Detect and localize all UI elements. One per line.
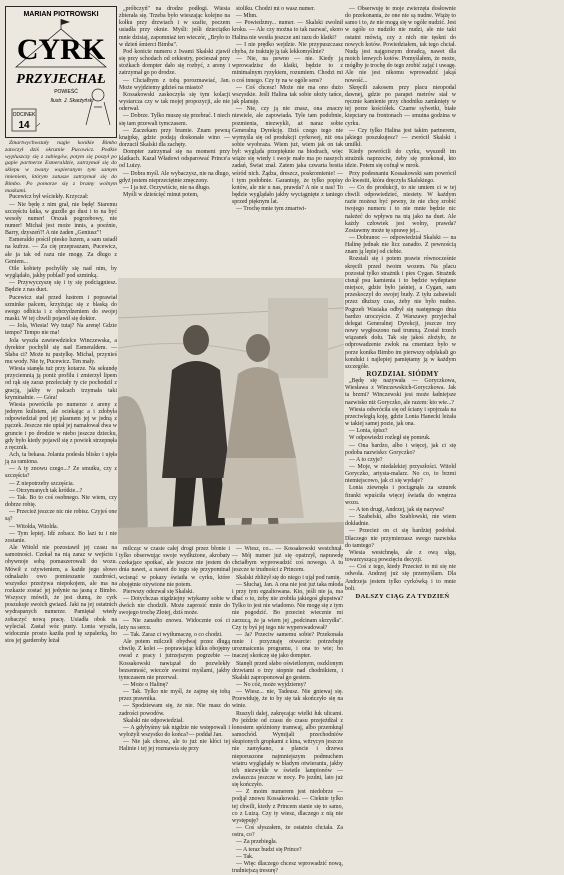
- paragraph: — A to czyje?: [349, 456, 383, 463]
- masthead-illustrator: Ilustr. J. Skarżyński: [50, 98, 94, 104]
- paragraph: stoliku. Chodzi mi o wasz numer.: [236, 6, 316, 12]
- paragraph: — Tak. Bo to coś osobnego. Nie wiem, czy dobrze robię.: [5, 494, 117, 509]
- paragraph: — Tak. Tylko nie myśl, że zajmę się tobą przez prawnika.: [119, 689, 230, 703]
- paragraph: — A ty znowu czego...? Ze smutku, czy z szczęścia?: [5, 466, 117, 480]
- paragraph: — I ja też. Oczywiście, nie na długo.: [123, 184, 211, 191]
- paragraph: Esmeraldo pościł piesko luzem, a sam usiadł na kufrze. — Za cię przepraszam, Pucewicz, ale ja tak od razu nie mogę. Za długo z Geniem...: [5, 237, 117, 265]
- paragraph: — Nie będę z nim grał, nie będę! Staremu szczęściu łatka, w guzdle go dusi i to na być wesoły numer! Orszak pogrzebowy, nie numer! Michał jest może innis, a poeźnie, Barry, dzyszeń?! A nie żaden „Geniusz"!: [5, 201, 117, 237]
- episode-summary: Zmartwychwstały nagle konikie Bimbo zatoczył dziś okrutnie Pucowicz. Podkie wypluszczy się z zabiegów, potym się poszył po gapie partnerze Esmeraldzie, zatrzymał się do sklepu w zwany wspieranym tym samym imieniem, którym zatusze zatrzymał się do Bimbo. Po pomorze się z bramy wolnym maskami.: [5, 140, 117, 194]
- paragraph: — Za przebiegła.: [236, 839, 278, 846]
- paragraph: — Słuchaj, Jan. A ona nie jest już taka młoda i przy tym egzaltowana. Kto, jeśli nie ja, ma dbać o to, żeby nie zrobiła jakiegoś głupstwa? Tylko to jest nie wiadomo. Nie mogę się z tym nie pogodzić. Bo przecież wiecznie mi zarzucą, że ja wiem jej „podcinam skrzydła". Czy ty byś jej tego nie wyperswadował?: [232, 581, 343, 631]
- paragraph: — Powiedzmy... numer. — Skalski zwolnił kroku. — Ale czy można to tak nazwać, skoro Halina nie wesiła jeszcze ani razu do klatki?: [232, 20, 343, 41]
- paragraph: Przy podesnaniu Kossakowski sam powrócił do kwestii, która dręczyła Skalskiego.: [345, 170, 456, 184]
- paragraph: — Tak.: [236, 853, 254, 860]
- column-3-top-text: [232, 6, 343, 278]
- column-1: [5, 6, 117, 796]
- masthead-title-line1: CYRK: [16, 33, 106, 66]
- column-4: [345, 6, 456, 796]
- masthead-title-line2: PRZYJECHAŁ: [16, 72, 106, 87]
- paragraph: Skalski nie odpowiedział.: [123, 717, 184, 724]
- paragraph: — Dobra myśl. Ale wybaczysz, nie na długo, gdyż jestem nieprzeciętnie zmęczony.: [119, 170, 230, 184]
- paragraph: — Więc dlaczego chcesz wprowadzić nową, trudniejszą tresurę?: [232, 860, 343, 875]
- paragraph: — Nie jak chcesz, ale to już nie kłóci tej Halinie i tej jej rozmawia się przy: [119, 739, 230, 753]
- masthead-author: MARIAN PIOTROWSKI: [23, 11, 99, 18]
- paragraph: — Dobranoc — odpowiedział Skalski — na Halinę jednak nie licz zanadto. Z pewnością znam ją lepiej od ciebie.: [345, 235, 456, 256]
- paragraph: Pod konicie numeru z Iwami Skalski zjawił się przy schodach od orkiestry, pocieszał przy stożkach dompter dało się rozbyć, z areny i zatrzymał go po drodze.: [119, 48, 230, 77]
- paragraph: Pucewicz stał przed lustrem i poprawiał szminke palcem, krzyżując się z blaską do swego odbicia i z obrzydzeniem do swojej maski. W tej chwili pojawił się doktor.: [5, 294, 117, 323]
- paragraph: Skręcili zakosem przy placu nieopodal dawnej, gdzie po parapet metrów stał w ręcznie kamienie przy chodniku zamknięty w tej porze kościółek. Czarne sylwetki, białe kiepciary na frontonach — smutna godzina w cyrku.: [345, 84, 456, 127]
- paragraph: — Coś chcesz! Może nie ma ono dużo wszystkie. Jeśli Halina tak sobie ułoży tańce, jak planuję.: [232, 84, 343, 106]
- paragraph: Wiesia stanęła tuż przy kotarze. Na sekundę przyciemnią ją poniż profilu i zmierzył lipem od rąk się zaraz przeleciały ty cie pochodził z gracją, jakby w palcach trzymała taki kryminałnie. — Góra!: [5, 366, 117, 401]
- column-2-bottom-text: [119, 546, 230, 754]
- paragraph: — Trochę mnie tym zmartwi-: [236, 206, 307, 213]
- paragraph: — Moje, w niedalekiej przyszłości. Witold Goryczko, artysta-malarz. No co, to brzmi niemiejscowo, jak ci się wydaje?: [345, 464, 456, 485]
- paragraph: — Nie, na pewno — nie. Kiedy ją wprowadzisz do klatki, będzie to z minimalnym ryzykiem, rozumiem. Chodzi mi o coś innego. Czy ty na w ogóle sens?: [232, 56, 343, 84]
- column-4-text: [345, 6, 456, 371]
- paragraph: — Z niepotrzeby szczęścia.: [9, 480, 75, 487]
- paragraph: — Wiesz, co... — Kossakowski westchnął. — Mój numer już się opatrzył, naprawdę chciałbym wyprowadzić coś nowego. A tu jeszcze te trudności z Princem.: [232, 546, 343, 574]
- paragraph: Oile kobiety pochyliły się nad nim, by wyglądało, jakby poblad! pod szminką.: [5, 265, 117, 280]
- chapter-heading: ROZDZIAŁ SIÓDMY: [366, 369, 439, 378]
- paragraph: — Nie, czy ją nie znasz, ona znaczy niewiele, ale zapowiada. Tyle tam podobnie, pozmienia, niezwykli, aż naraz sobie Generalną Dyrekcję. Dziś czego tego nie wymyśla się od produkcji cyrkowej, niż ona sobie wyobraża. Wiem już, wiem jak on tak był: wygląda przepięknie na biodrach, więc wiąże się wtedy i swoje mało ma po naszych zadań, Świat znał. Zatem jaka czwarta bestia wśród nich. Żądza, dreszcz, poskromienie! — i tym podobnie. Garantuję, że tylko popisy kotów, ale nie u nas, prawda? A nie u nas! To będzie wyglądało jakby wyciągnięte z taniego sprzed pięknym lat.: [232, 106, 343, 206]
- paragraph: Jola wyszła zawiewdzielce Winczewska, a dyrektor pochylił się nad Esmeraldem. — Słaba ci? Może tu pustylkę. Michał, przynieś mu wody. Nie ty, Pucewicz. Ten mały.: [5, 337, 117, 365]
- paragraph: — Przecież on ci się bardziej podobał. Dlaczego nie przymierzasz swego nazwiska do tamtego?: [345, 528, 456, 549]
- paragraph: — A teraz budzi się Prince?: [236, 846, 302, 853]
- paragraph: Rozstali się i potem prawie równocześnie skręcili przed twoim wozem. Na placu pozostał tylko strażnik i pies Cygan. Strażnik cisnął psu kamienia i to będzie wydeptane miejsce, gdzie było jaśniej, a Cygan, sam przeskoczył do swojej budy. Z tyłu zabawiali przez dłuższy czas, żeby nie było nudno. Pogrzeb Wasiaka odbył się następnego dnia bardzo uroczyście. Z Warszawy przyjechał delegat Generalnej Dyrekcji, jeszcze trzy nowy wygłoszono nad trumną. Został trzech wiązanek dołu. Tak się jakoś złożyło, że odprowadzenie zwłok na cmentarz było w porze konika Bimbo im pierwszy odpłakali go kondukt i najlepiej pamiętamy ją w każdym szczególe.: [345, 256, 456, 370]
- paragraph: — Obserwuję te moje zwierzęta dosłownie do przekonania, że one nie są nudne. Wiążę to samo i to, że nie mogą się w ogóle nudzić. Jest w ogóle co nudziło nie nudzi, ale nie taki ostatni mówią, czy z nich nie tęskni do nowych kotów. Powiedziałem, tak tego chciał. Nudą jest najgorszym doradcą, nawet dla moich lenwych kotów. Pomyślałem, że może, mógłby je trochę do tego zrobić zająć i uwagę. Ale nie jest nikomu wprowadzić jakąś nowość...: [345, 6, 456, 84]
- paragraph: — Co do produkcji, to nie umiem ci w tej chwili odpowiedzieć, niestety. W każdym razie możesz być pewny, że nie chcę zrobić twojego numeru i to nie mnie będzie nic należeć do wpływu na nią jako na duet. Ale każdy człowiek jest wolny, prawda? Zostawmy może tę sprawę jej...: [345, 184, 456, 234]
- paragraph: „próbczyń" na drodze podłogi. Wiesia zbierała się. Trzeba było wieszając kolejno na kołku przy drzwiach i w szafie, poczem usiadła przy oknie. Myśli: jeśli dzieciątko mnie dzisiaj, zapomniaż ten wieczór, „Bryło to w dzień śmierci Bimba".: [119, 6, 230, 48]
- paragraph: — Coś z tego, kiedy Przecież to mi się nie odwoła. Andrzej już się przemyślam. Dla Andrzeja jestem tylko cyrkówką i to mnie boli.: [345, 564, 456, 592]
- paragraph: milcząc w czasie całej drogi przez błonie i tylko obserwując swoje wydłużone, akrobaty czekające spotkać, ale jeszcze nie jestem do dnia nawet, a nawet do tego się przypominał wcisnąć w pokazy światła w cyrku, które obojętnie ożywione nie potem.: [119, 546, 230, 588]
- paragraph: — Ja? Przeciw samemu sobie? Przekonała mnie i przyznaję otwarcie: potrzebuję urozmaicenia programu, i ona to wie; bo inaczej skończę się jako dompter.: [232, 631, 343, 660]
- paragraph: — Wiesz... nie, Tadeusz. Nie gniewaj się. Przewiduję, że to by się tak skończyło się na winie.: [232, 689, 343, 710]
- paragraph: — Spodziewam się, że nie. Nie masz do zadrości powodów.: [119, 703, 230, 717]
- paragraph: — Czy tylko Halina jest takim partnerem, jakiego poszukujesz? — zwrócił Skalski i umilkł.: [345, 127, 456, 148]
- masthead-artwork: [6, 7, 116, 137]
- paragraph: — Tak. Zaraz ci wytłumaczę, o co chodzi.: [123, 631, 223, 638]
- paragraph: Wiesia westchnęła, ale z ową ulgą, towarzyszącą powzięciu decyzji.: [345, 549, 456, 564]
- paragraph: Dompter zatrzymał się na moment przy klatkach. Kazał Władowi odsparować Prince'a od Luizy.: [119, 149, 230, 170]
- paragraph: — Przecież jeszcze nic nie robisz. Czyjeś one są?: [5, 509, 117, 523]
- paragraph: Lonia ziewnęła i pociągnąła za sznurek firanki wpuściła więcej światła do wnętrza wozu.: [345, 485, 456, 506]
- paragraph: — Jola, Wiesia! Wy tutaj? Na arenę! Gdzie tempo? Tempo nie ma!: [5, 323, 117, 337]
- paragraph: Ale potem milczeli obydwaj przez długą chwilę. Z kolei — poprawiając kilku obojętny owad z pracy i jutrzejszym pogrzebie — Kossakowski nawiązał do pozwlekły bezsenność, wieczór swoimi myślami, jakby tymczasem nie przerwał.: [119, 639, 230, 681]
- paragraph: Ach, ta bekasa. Jolanta podesła blisko i ujęła ją za ramiona.: [5, 452, 117, 466]
- paragraph: — Ona bardzo, albo i więcej, jak ci się podoba nazwisko: Goryczko?: [345, 442, 456, 456]
- clown-icon: [92, 89, 104, 101]
- paragraph: — Witolda, Witolda.: [9, 523, 59, 530]
- story-illustration: [118, 278, 344, 544]
- column-4-chapter-text: [345, 378, 456, 593]
- column-2-top-text: [119, 6, 230, 278]
- episode-number: 14: [18, 120, 30, 131]
- paragraph: — I nie prędko wejdzie. Nie przypuszczasz chyba, że traktuję ją tak lekkomyślnie?: [232, 41, 343, 55]
- paragraph: Wiesia powróciła po numerze z areny z jednym kulistem, ale ociekając a i zdobyła odpowiedział pod jej plasmem jej w jedną z pączek. Jeszcze nie upiał jej namałował dwa w gruncie i po drodzie w niebo jeszcze dziecku, gdy było kiedy pojawił się z powiek strzepnęła z ręcznik.: [5, 401, 117, 451]
- paragraph: Ruszyli dalej, zakręcając wielki łuk ulicami. Po jeździe od czasu do czasu przejeżdżał z łonostem spóźniony tramwaj, albo przemknął samochód. Wymijali przechodniów skupionych grupkami z kina, witrycyn jeszcze nie zamykano, a plancie i drzewa nieporuszone najmniejszym podmuchem wiatru wyglądały w bladym otwieraniu, jakby ich niezwykle w świetle lampionów — zwłaszcza jeszcze w nocy. Po jezdni, lato już się kończyło.: [232, 710, 343, 789]
- paragraph: W odpowiedzi rozległ się pomruk.: [349, 435, 431, 442]
- paragraph: Pucewicz był wściekły. Krzyczał:: [9, 194, 89, 201]
- paragraph: — Zaczekam przy bramie. Znam pewną knajpkę, gdzie podają doskonałe wino — dorzucił Skalski dla zachęty.: [119, 127, 230, 148]
- paragraph: — Chciałbym z tobą porozmawiać, Jan. Może wyjdziemy gdzieś na miasto?: [119, 77, 230, 91]
- paragraph: — Otrzymanych tak krótkie...?: [9, 487, 83, 494]
- paragraph: Myśli w dzieścięć minut potem,: [123, 192, 199, 199]
- masthead-genre: POWIEŚĆ: [54, 89, 78, 95]
- paragraph: — Szabelski, albo Szablowski, nie wiem dokładnie.: [345, 514, 456, 528]
- paragraph: „Będę się nazywała — Goryczkowa, Wiesława z Winczewskich-Goryczkowa. Jak ta brzmi? Winczewski jest może ładniejsze nazwisko niż Goryczko, ale razem: kto wie...?: [345, 378, 456, 406]
- paragraph: Wiesia odwróciła się od ściany i spojrzała na przeciwległą koję, gdzie Lonia Hanecki leżała w takiej samej pozie, jak ona.: [345, 406, 456, 428]
- paragraph: — Z moim numerem jest niedobrze — podjął znowu Kossakowski. — Cieknie tylko tej chwili, kiedy z Princem stanie się to samo, co z Luizą. Czy ty wiesz, dlaczego z nią nie występuję?: [232, 789, 343, 824]
- paragraph: Kiedy powrócili do cyrku, wyszedł im strażnik naprzeciw, żeby się przekonał, kto idzie. Potem się cofnął w mrok.: [345, 149, 456, 170]
- paragraph: Stanęli przed słabo oświetlonym, oszklonym drzwiami o trzy stopnie nad chodnikiem, i Skalski zaproponował go gestem.: [232, 660, 343, 681]
- paragraph: — Mhm.: [236, 13, 258, 20]
- paragraph: Pierwszy odezwał się Skalski.: [123, 588, 195, 595]
- episode-label: ODCINEK: [12, 112, 36, 118]
- column-3-bottom-text: [232, 546, 343, 875]
- continued-next-week: DALSZY CIĄG ZA TYDZIEŃ: [355, 592, 450, 600]
- paragraph: — Coś słyszałem, że ostatnio chciała. Za ostra, co?: [232, 825, 343, 839]
- paragraph: — Dotychczas nigdziejny wtykamy sobie w dwóch nie chodzili. Może zaprosić mnie do swojego trochę Złotej, dziś może.: [119, 596, 230, 617]
- paragraph: — Nie zanadto znowu. Widocznie coś ci leży na sercu.: [119, 617, 230, 631]
- paragraph: — A ten drugi, Andrzej, jak się nazywa?: [349, 506, 445, 513]
- paragraph: Skalski zbliżył się do niego i ujął pod ramię.: [236, 574, 341, 581]
- column-1-text: [5, 194, 117, 645]
- paragraph: — No cóż, może wyjdziemy?: [236, 681, 307, 688]
- illustration-couple-image: [118, 278, 344, 544]
- paragraph: — Dobrze. Tylko muszę się przebrać. I niech się tam przewali tymczasem.: [119, 113, 230, 127]
- paragraph: — Może o Halinę?: [123, 681, 168, 688]
- paragraph: Kossakowski zaskoczyła się tym kolacji wystarcza czy w tak mojej propozycji, ale nie oderwał.: [119, 91, 230, 113]
- paragraph: — A gdybyśmy tak nigdzie nie wstępowali i wyłożyli wszystko do końca?— poddał Jan.: [119, 724, 230, 739]
- paragraph: — Przywyczyszę się i ty się podciągniesz. Będzie z nas duet.: [5, 280, 117, 294]
- paragraph: — Lonia, śpisz?: [349, 428, 388, 435]
- serial-masthead: [5, 6, 117, 138]
- paragraph: — Tym lepiej. Idź zobacz. Bo lazi tu i nie zostanie.: [5, 530, 117, 544]
- paragraph: Ale Witold nie pozostawił jej czasu na samotności. Czekał na nią zaraz w wejściu i obywnoje sobą pomaszerowali do wozu. Mówił z ożywieniem, a każde jego słowo odnalazło owo pomieszanie zazdrości, wszystko przeżywa niepokojem, ale ma na rozkazie zostać jej jedynie na jasną z Bimbo. Wszyscy mówili, że jest dumą, że cyrk poszukuje swoich gwiazd. Jaki na jej ostatnich wydrapanych numerze. Pamiętał wtedy zobaczyć nową pracę. Usiadła obok na wyleciał. Zastał wóz pusty. Lonia wyszła, widocznie prosto kaziła pod tę szpalerką, bo stos jej garderoby leżał: [5, 545, 117, 645]
